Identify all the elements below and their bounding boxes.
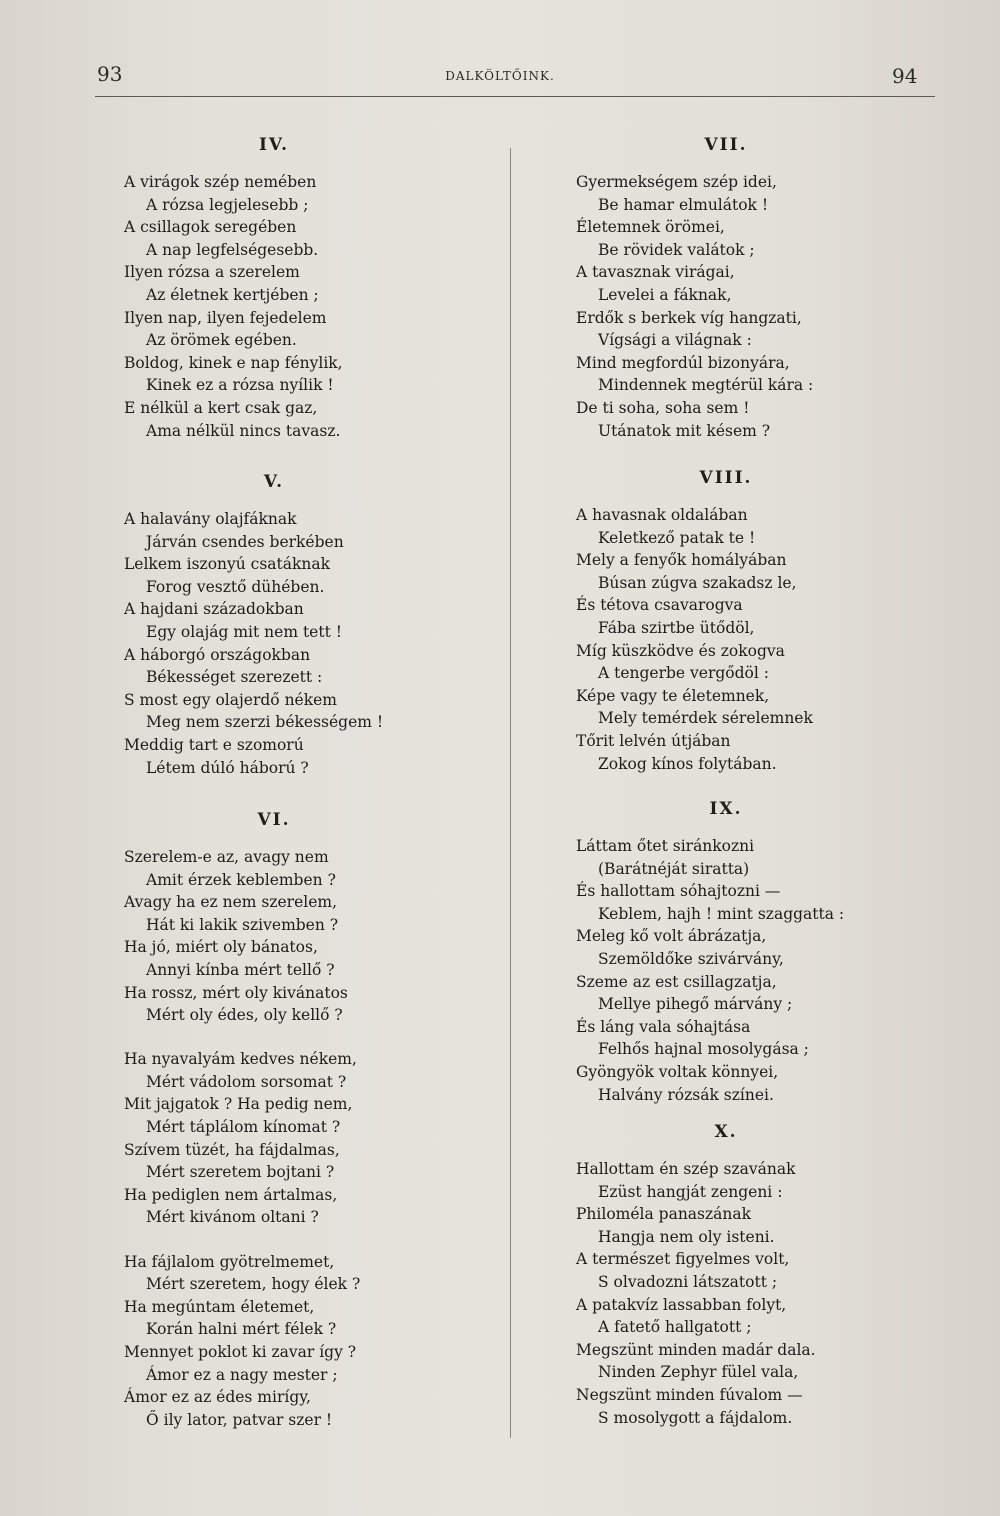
poem-line: Hát ki lakik szivemben ? <box>146 915 339 934</box>
poem-line: Hangja nem oly isteni. <box>598 1227 775 1246</box>
page-header <box>0 62 1000 92</box>
poem-line: Meddig tart e szomorú <box>124 736 304 754</box>
poem-line: Mellye pihegő márvány ; <box>598 995 793 1014</box>
poem-line: Mért szeretem bojtani ? <box>146 1163 335 1182</box>
poem-line: Be hamar elmulátok ! <box>598 195 769 214</box>
header-rule <box>95 96 935 97</box>
poem-line: Szívem tüzét, ha fájdalmas, <box>124 1140 340 1159</box>
poem-line: Ha fájlalom gyötrelmemet, <box>124 1252 335 1271</box>
poem-line: Ha pediglen nem ártalmas, <box>124 1185 338 1204</box>
poem-line: Ha nyavalyám kedves nékem, <box>124 1050 357 1069</box>
poem-line: Gyöngyök voltak könnyei, <box>576 1063 779 1081</box>
poem-line: Kinek ez a rózsa nyílik ! <box>146 376 334 395</box>
poem-line: Láttam őtet siránkozni <box>576 837 755 855</box>
poem-line: Ha megúntam életemet, <box>124 1297 315 1316</box>
poem-line: Hallottam én szép szavának <box>576 1160 796 1178</box>
poem-line: Mind megfordúl bizonyára, <box>576 353 790 372</box>
poem-line: Búsan zúgva szakadsz le, <box>598 573 797 592</box>
poem-line: Békességet szerezett : <box>146 668 323 687</box>
poem-line: A halavány olajfáknak <box>124 510 297 528</box>
poem-line: Ámor ez a nagy mester ; <box>146 1365 338 1384</box>
poem-line: A tengerbe vergődöl : <box>598 664 769 683</box>
poem-line: Mely temérdek sérelemnek <box>598 709 813 728</box>
poem-line: A fatető hallgatott ; <box>598 1318 752 1337</box>
poem-title: X. <box>714 1122 738 1142</box>
poem-line: Mely a fenyők homályában <box>576 551 787 570</box>
poem-line: Mért táplálom kínomat ? <box>146 1118 341 1137</box>
poem-line: S olvadozni látszatott ; <box>598 1273 778 1291</box>
poem-line: És láng vala sóhajtása <box>576 1017 751 1036</box>
poem-line: Meg nem szerzi békességem ! <box>146 713 384 732</box>
poem-line: Egy olajág mit nem tett ! <box>146 623 342 641</box>
poem-line: Képe vagy te életemnek, <box>576 686 770 705</box>
poem-line: A háborgó országokban <box>124 645 311 664</box>
poem-line: És tétova csavarogva <box>576 596 743 615</box>
poem-line: Mért vádolom sorsomat ? <box>146 1072 347 1091</box>
poem-line: Ama nélkül nincs tavasz. <box>146 421 341 440</box>
poem-line: Zokog kínos folytában. <box>598 754 777 773</box>
poem-line: Halvány rózsák színei. <box>598 1085 774 1104</box>
poem-line: Keblem, hajh ! mint szaggatta : <box>598 904 845 923</box>
poem-line: És hallottam sóhajtozni — <box>576 882 781 901</box>
poem-line: Létem dúló háború ? <box>146 758 309 777</box>
poem-line: Vígsági a világnak : <box>598 331 752 350</box>
poem-line: Philoméla panaszának <box>576 1205 752 1224</box>
poem-line: Avagy ha ez nem szerelem, <box>124 893 337 912</box>
poem-line: Ninden Zephyr fülel vala, <box>598 1363 799 1382</box>
poem-line: Ilyen rózsa a szerelem <box>124 263 300 282</box>
poem-line: Erdők s berkek víg hangzati, <box>576 308 802 327</box>
poem-line: Fába szirtbe ütődöl, <box>598 619 755 637</box>
poem-line: A nap legfelségesebb. <box>146 240 319 259</box>
poem-line: Meleg kő volt ábrázatja, <box>576 927 767 946</box>
poem-line: Ilyen nap, ilyen fejedelem <box>124 308 327 327</box>
poem-title: IV. <box>258 135 290 155</box>
poem-title: VII. <box>704 135 748 155</box>
poem-line: Szemöldőke szivárvány, <box>598 950 784 968</box>
poem-title: V. <box>263 472 285 492</box>
poem-line: Mért oly édes, oly kellő ? <box>146 1006 343 1025</box>
poem-line: S most egy olajerdő nékem <box>124 690 337 709</box>
poem-line: Tőrit lelvén útjában <box>576 732 731 750</box>
poem-line: Annyi kínba mért tellő ? <box>146 961 335 979</box>
poem-line: Ámor ez az édes mirígy, <box>124 1388 311 1407</box>
poem-line: Levelei a fáknak, <box>598 286 732 304</box>
poem-line: De ti soha, soha sem ! <box>576 399 750 417</box>
poem-line: Járván csendes berkében <box>146 532 344 551</box>
poem-line: Megszünt minden madár dala. <box>576 1340 816 1359</box>
poem-line: A tavasznak virágai, <box>576 263 735 282</box>
poem-line: Gyermekségem szép idei, <box>576 173 777 191</box>
column-divider <box>510 148 511 1438</box>
poem-line: Utánatok mit késem ? <box>598 421 771 440</box>
poem-line: Ha jó, miért oly bánatos, <box>124 938 318 957</box>
poem-line: Ezüst hangját zengeni : <box>598 1182 783 1201</box>
left-page-number: 93 <box>97 62 123 86</box>
poem-title: VIII. <box>699 468 753 488</box>
poem-line: (Barátnéját siratta) <box>598 859 750 878</box>
poem-line: Míg küszködve és zokogva <box>576 641 785 660</box>
poem-line: Boldog, kinek e nap fénylik, <box>124 353 343 372</box>
poem-line: Amit érzek keblemben ? <box>146 870 336 889</box>
poem-line: Ha rossz, mért oly kivánatos <box>124 983 348 1002</box>
poem-line: A rózsa legjelesebb ; <box>146 195 309 214</box>
poem-line: Mennyet poklot ki zavar így ? <box>124 1342 357 1361</box>
poem-line: Mit jajgatok ? Ha pedig nem, <box>124 1095 353 1114</box>
poem-line: Szerelem-e az, avagy nem <box>124 848 329 866</box>
poem-line: A patakvíz lassabban folyt, <box>576 1295 787 1314</box>
poem-title: IX. <box>709 799 743 819</box>
poem-line: Negszünt minden fúvalom — <box>576 1386 803 1404</box>
poem-line: Az életnek kertjében ; <box>146 286 319 304</box>
poem-line: A virágok szép nemében <box>124 173 317 191</box>
poem-line: Be rövidek valátok ; <box>598 240 755 259</box>
poem-line: Keletkező patak te ! <box>598 528 756 547</box>
poem-line: Mindennek megtérül kára : <box>598 376 814 395</box>
poem-line: A hajdani századokban <box>124 600 304 619</box>
poem-line: Az örömek egében. <box>146 331 297 350</box>
poem-line: E nélkül a kert csak gaz, <box>124 399 318 417</box>
running-title: DALKÖLTŐINK. <box>445 69 555 83</box>
poem-line: S mosolygott a fájdalom. <box>598 1408 793 1427</box>
poem-line: A csillagok seregében <box>124 218 297 237</box>
poem-line: Forog vesztő dühében. <box>146 577 325 596</box>
poem-line: Ő ily lator, patvar szer ! <box>146 1410 333 1429</box>
poem-title: VI. <box>257 810 291 830</box>
poem-line: Mért szeretem, hogy élek ? <box>146 1275 361 1294</box>
poem-line: Lelkem iszonyú csatáknak <box>124 555 331 574</box>
poem-line: A természet figyelmes volt, <box>576 1250 790 1269</box>
poem-line: Szeme az est csillagzatja, <box>576 972 777 991</box>
poem-line: A havasnak oldalában <box>576 506 748 524</box>
poem-line: Korán halni mért félek ? <box>146 1320 337 1339</box>
right-page-number: 94 <box>892 64 918 88</box>
poem-line: Mért kivánom oltani ? <box>146 1208 319 1227</box>
poem-line: Felhős hajnal mosolygása ; <box>598 1040 809 1059</box>
poem-line: Életemnek örömei, <box>576 218 725 237</box>
